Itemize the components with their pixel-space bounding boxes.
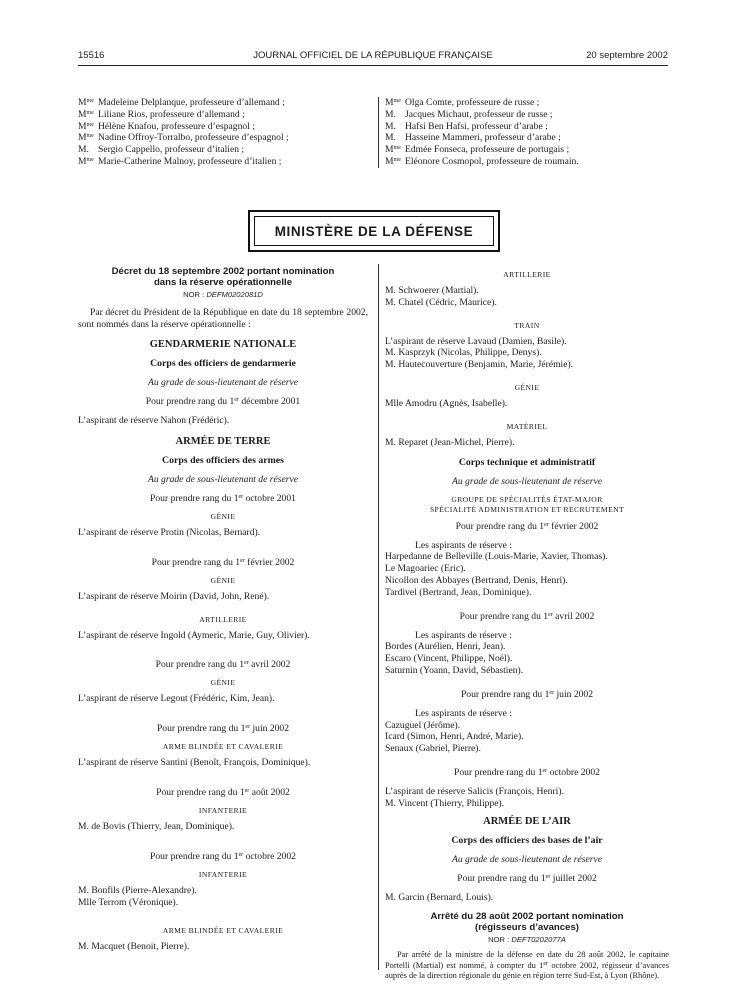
nor-code: DEFM0202081D [206, 290, 263, 299]
rank-line: Pour prendre rang du 1er février 2002 [455, 520, 599, 532]
nominee: Tardivel (Bertrand, Jean, Dominique). [385, 586, 532, 598]
decree-title-line: dans la réserve opérationnelle [153, 277, 293, 288]
staff-list-item [385, 156, 671, 168]
nominee: L’aspirant de réserve Santini (Benoît, François, Dominique). [78, 757, 311, 769]
staff-name: Edmée Fonseca, professeure de portugais ; [405, 144, 570, 156]
page-number: 15516 [78, 50, 105, 61]
nominee: Bordes (Aurélien, Henri, Jean). [385, 641, 506, 653]
nominee: M. Vincent (Thierry, Philippe). [385, 797, 505, 809]
section-heading: ARMÉE DE TERRE [175, 435, 271, 447]
nominee: M. Hautecouverture (Benjamin, Marie, Jérémie). [385, 359, 574, 371]
staff-list-item [385, 144, 671, 156]
section-heading: GENDARMERIE NATIONALE [149, 339, 297, 351]
staff-list-item [385, 109, 671, 121]
aspirants-label: Les aspirants de réserve : [415, 539, 512, 551]
nominee: Mlle Terrom (Véronique). [78, 896, 179, 908]
civility-prefix: $M^{me}$ [78, 97, 94, 108]
rank-line: Pour prendre rang du 1er août 2002 [156, 786, 290, 798]
nor-code: DEFT0202077A [511, 935, 566, 945]
rank-line: Pour prendre rang du 1er décembre 2001 [145, 396, 301, 408]
aspirants-label: Les aspirants de réserve : [415, 707, 512, 719]
nominee: M. de Bovis (Thierry, Jean, Dominique). [78, 820, 235, 832]
grade-line: Au grade de sous-lieutenant de réserve [148, 473, 298, 485]
nominee: L’aspirant de réserve Ingold (Aymeric, Marie, Guy, Olivier). [78, 629, 310, 641]
corps-heading: Corps des officiers des bases de l’air [451, 834, 603, 846]
nor-reference [78, 290, 368, 299]
staff-name: Hélène Knafou, professeure d’espagnol ; [98, 120, 255, 132]
staff-name: Sergio Cappello, professeur d’italien ; [98, 144, 245, 156]
main-content [78, 264, 669, 981]
aspirants-label: Les aspirants de réserve : [415, 629, 512, 641]
nominee: M. Schwoerer (Martial). [385, 285, 479, 296]
arm-heading: INFANTERIE [198, 869, 248, 879]
nominee: L’aspirant de réserve Moirin (David, John, René). [78, 590, 270, 602]
grade-line: Au grade de sous-lieutenant de réserve [452, 475, 602, 487]
grade-line: Au grade de sous-lieutenant de réserve [452, 853, 602, 865]
nominee: M. Macquet (Benoit, Pierre). [78, 941, 190, 953]
decree-title-line: Décret du 18 septembre 2002 portant nomination [111, 266, 335, 277]
right-column [378, 264, 669, 981]
rank-line: Pour prendre rang du 1er février 2002 [151, 556, 295, 568]
top-right-column [378, 97, 671, 168]
nominee: Escaro (Vincent, Philippe, Noël). [385, 653, 513, 665]
nominee: Harpedanne de Belleville (Louis-Marie, Xavier, Thomas). [385, 551, 608, 563]
nor-label: NOR : [183, 290, 205, 299]
staff-list-item [385, 132, 671, 144]
arm-heading: ARTILLERIE [503, 270, 551, 279]
rank-line: Pour prendre rang du 1er octobre 2002 [454, 766, 600, 778]
staff-name: Marie-Catherine Malnoy, professeure d’italien ; [98, 155, 282, 167]
arrete-title [385, 911, 669, 933]
decree-title [78, 266, 368, 288]
rank-line: Pour prendre rang du 1er octobre 2001 [150, 492, 296, 504]
staff-name: Hasseine Mammeri, professeur d’arabe ; [405, 132, 561, 144]
staff-list-item [78, 97, 370, 109]
staff-list-item [385, 121, 671, 133]
nominee: L’aspirant de réserve Salicis (François, Henri). [385, 785, 564, 797]
staff-name: Madeleine Delplanque, professeure d’allemand ; [98, 97, 285, 108]
decree-intro: Par décret du Président de la République en date du 18 septembre 2002, sont nommés dans la réserve opérationnelle : [78, 307, 368, 330]
arm-heading: ARME BLINDÉE ET CAVALERIE [162, 742, 284, 752]
section-heading: ARMÉE DE L’AIR [483, 815, 571, 827]
ministry-box [248, 210, 500, 252]
staff-list-item [78, 144, 370, 156]
arm-heading: GÉNIE [210, 678, 236, 688]
civility-prefix: M. [385, 120, 396, 132]
nominee: Le Magoariec (Eric). [385, 563, 466, 575]
top-left-column [78, 97, 370, 168]
arm-heading: INFANTERIE [198, 805, 248, 815]
civility-prefix: M. [385, 108, 396, 120]
nominee: Icard (Simon, Henri, André, Marie). [385, 731, 524, 743]
nominee: M. Chatel (Cédric, Maurice). [385, 296, 497, 308]
corps-heading: Corps des officiers des armes [162, 454, 284, 466]
rank-line: Pour prendre rang du 1er juin 2002 [460, 688, 594, 700]
staff-name: Hafsi Ben Hafsi, professeur d’arabe ; [405, 120, 548, 132]
nominee: Mlle Amodru (Agnès, Isabelle). [385, 397, 508, 409]
nominee: M. Reparet (Jean-Michel, Pierre). [385, 436, 515, 448]
staff-list-item [78, 109, 370, 121]
civility-prefix: $M^{me}$ [78, 108, 94, 120]
issue-date: 20 septembre 2002 [586, 50, 668, 61]
staff-name: Eléonore Cosmopol, professeure de roumain. [405, 155, 579, 167]
nominee: M. Garcin (Bernard, Louis). [385, 891, 494, 903]
left-column [78, 264, 368, 953]
nominee: Senaux (Gabriel, Pierre). [385, 743, 481, 755]
nominee: L’aspirant de réserve Legout (Frédéric, Kim, Jean). [78, 693, 275, 705]
staff-list-item [385, 97, 671, 109]
arm-heading: GÉNIE [210, 511, 236, 521]
civility-prefix: $M^{me}$ [78, 120, 94, 132]
rank-line: Pour prendre rang du 1er avril 2002 [459, 610, 595, 622]
civility-prefix: M. [385, 132, 396, 144]
staff-name: Jacques Michaut, professeur de russe ; [405, 108, 553, 120]
page-header [78, 50, 668, 64]
civility-prefix: M. [78, 144, 89, 156]
staff-list-item [78, 132, 370, 144]
arrete-text: Par arrêté de la ministre de la défense en date du 28 août 2002, le capitaine Portelli (Martial) est nommé, à compter du 1er octobre 2002, régisseur d’avances auprès de la direction régionale du génie en région terre Sud-Est, à Lyon (Rhône). [385, 950, 669, 981]
nor-reference [385, 935, 669, 944]
rank-line: Pour prendre rang du 1er avril 2002 [155, 659, 291, 671]
arrete-title-line: Arrêté du 28 août 2002 portant nomination [430, 911, 624, 923]
nominee: Saturnin (Yoann, David, Sébastien). [385, 664, 524, 676]
nominee: L’aspirant de réserve Nahon (Frédéric). [78, 415, 230, 427]
grade-line: Au grade de sous-lieutenant de réserve [148, 377, 298, 389]
header-rule [78, 65, 668, 66]
rank-line: Pour prendre rang du 1er juillet 2002 [457, 872, 597, 884]
nominee: Nicollon des Abbayes (Bertrand, Denis, Henri). [385, 574, 568, 586]
civility-prefix: $M^{me}$ [385, 97, 401, 108]
arm-heading: GÉNIE [514, 382, 540, 392]
nominee: L’aspirant de réserve Protin (Nicolas, Bernard). [78, 526, 261, 538]
nominee: M. Kasprzyk (Nicolas, Philippe, Denys). [385, 347, 542, 359]
arrete-title-line: (régisseurs d’avances) [475, 922, 579, 934]
staff-name: Liliane Rios, professeure d’allemand ; [98, 108, 245, 120]
nominee: M. Bonfils (Pierre-Alexandre). [78, 884, 197, 896]
staff-name: Nadine Offroy-Torralbo, professeure d’espagnol ; [98, 132, 289, 144]
rank-line: Pour prendre rang du 1er juin 2002 [156, 723, 290, 735]
staff-list-item [78, 121, 370, 133]
staff-list-item [78, 156, 370, 168]
arm-heading: GÉNIE [210, 575, 236, 585]
group-heading: GROUPE DE SPÉCIALITÉS ÉTAT-MAJOR [451, 494, 603, 504]
staff-name: Olga Comte, professeure de russe ; [405, 97, 540, 108]
arm-heading: ARME BLINDÉE ET CAVALERIE [162, 926, 284, 936]
civility-prefix: $M^{me}$ [385, 144, 401, 156]
ministry-title: MINISTÈRE DE LA DÉFENSE [254, 216, 494, 246]
nominee: L’aspirant de réserve Lavaud (Damien, Basile). [385, 335, 567, 347]
civility-prefix: $M^{me}$ [385, 155, 401, 167]
arm-heading: ARTILLERIE [199, 614, 247, 624]
civility-prefix: $M^{me}$ [78, 155, 94, 167]
corps-heading: Corps des officiers de gendarmerie [150, 358, 296, 370]
nominee: Cazuguel (Jérôme). [385, 719, 461, 731]
arm-heading: MATÉRIEL [506, 421, 548, 431]
group-heading: SPÉCIALITÉ ADMINISTRATION ET RECRUTEMENT [429, 504, 625, 514]
rank-line: Pour prendre rang du 1er octobre 2002 [150, 850, 296, 862]
arm-heading: TRAIN [514, 320, 540, 330]
civility-prefix: $M^{me}$ [78, 132, 94, 144]
journal-title: JOURNAL OFFICIEL DE LA RÉPUBLIQUE FRANÇAISE [253, 50, 493, 61]
corps-heading: Corps technique et administratif [458, 456, 596, 468]
nor-label: NOR : [488, 935, 510, 945]
